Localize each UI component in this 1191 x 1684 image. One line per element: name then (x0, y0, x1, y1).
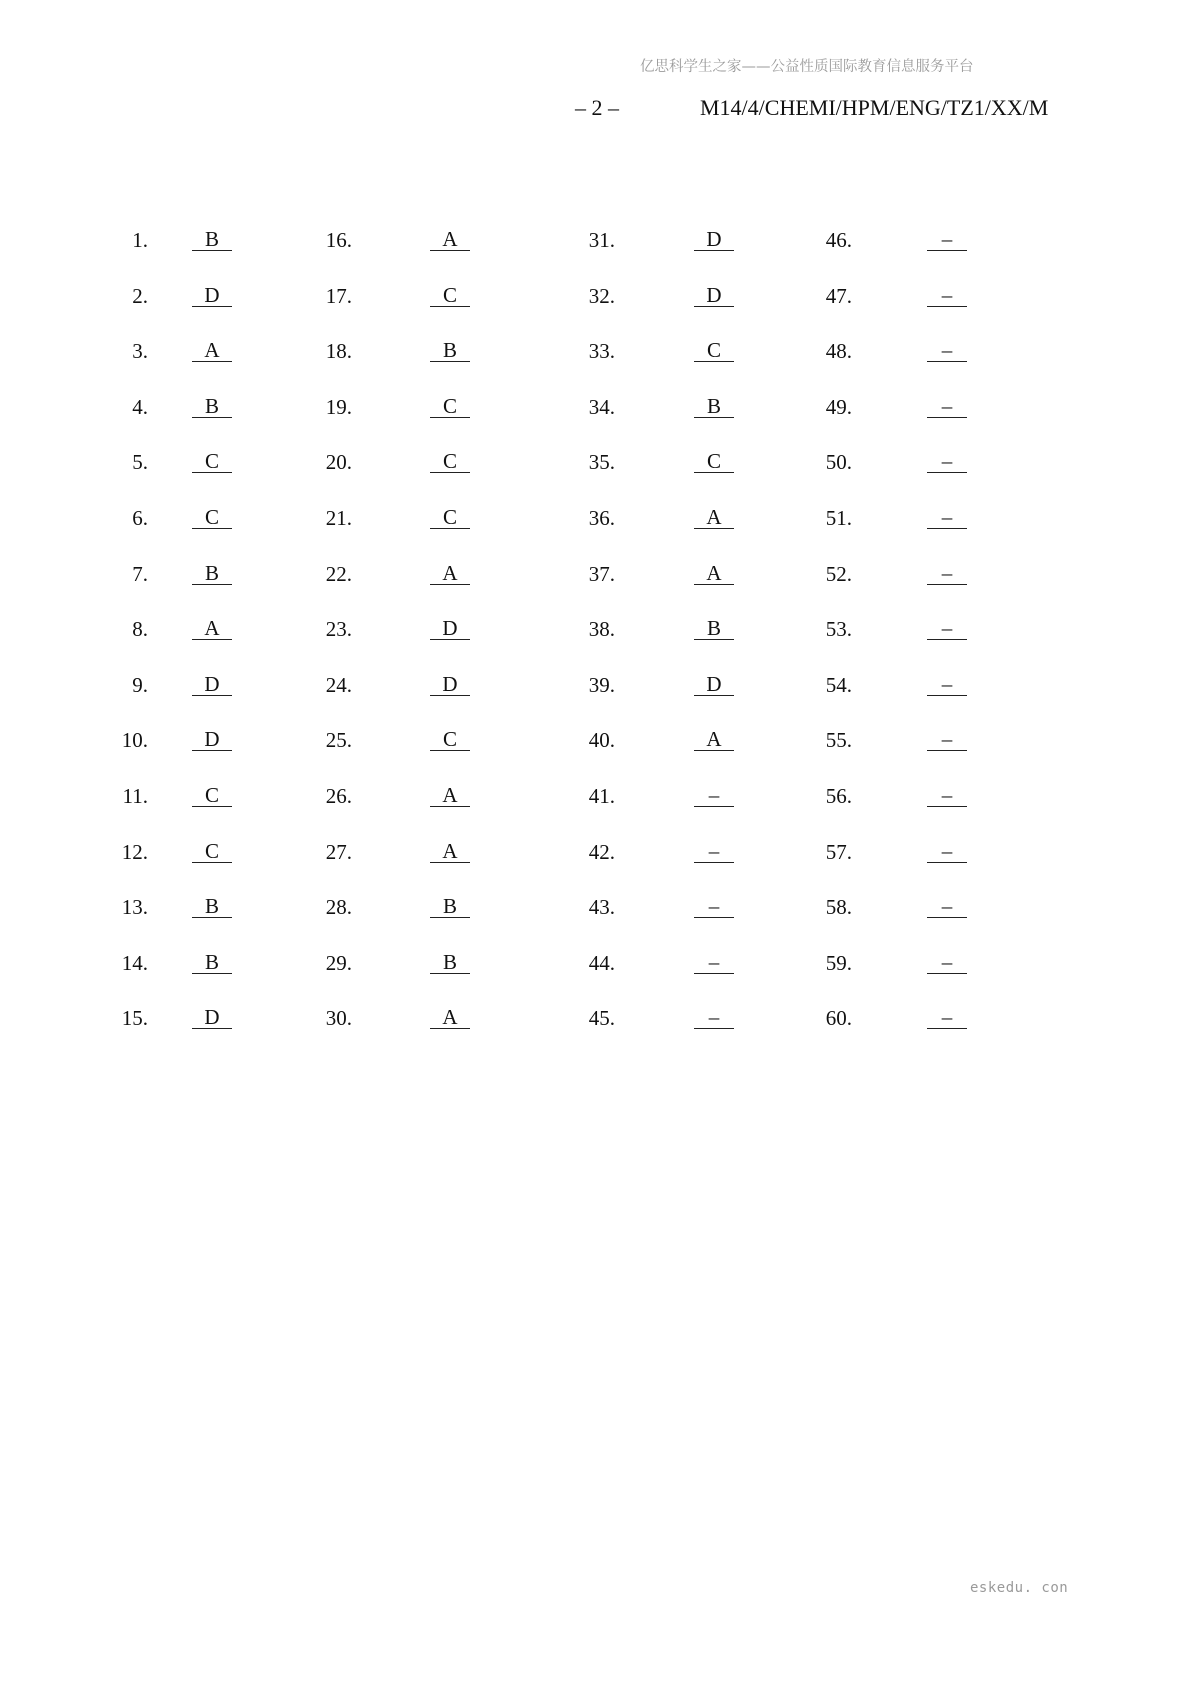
answer-key: C (192, 840, 232, 863)
question-number: 23. (325, 617, 352, 642)
question-number: 29. (325, 950, 352, 975)
answer-key: D (192, 673, 232, 696)
answer-key: B (192, 228, 232, 251)
question-number: 16. (325, 228, 352, 252)
question-number: 22. (325, 561, 352, 586)
answer-key: D (430, 617, 470, 640)
answer-key: – (694, 784, 734, 807)
question-number: 37. (588, 561, 615, 586)
answer-key: B (430, 895, 470, 918)
answer-key: – (927, 895, 967, 918)
question-number: 12. (121, 839, 148, 864)
answer-key: – (694, 951, 734, 974)
answer-key: C (430, 728, 470, 751)
question-number: 24. (325, 672, 352, 697)
answer-key: – (927, 228, 967, 251)
answer-key: – (927, 951, 967, 974)
answer-key: A (430, 562, 470, 585)
answer-key: – (927, 506, 967, 529)
question-number: 32. (588, 283, 615, 308)
question-number: 38. (588, 617, 615, 642)
answer-key: C (430, 506, 470, 529)
question-number: 21. (325, 506, 352, 530)
answer-key: – (927, 562, 967, 585)
answer-key: C (192, 784, 232, 807)
question-number: 40. (588, 728, 615, 753)
question-number: 14. (121, 950, 148, 975)
question-number: 52. (825, 561, 852, 586)
question-number: 31. (588, 228, 615, 252)
answer-key: – (927, 339, 967, 362)
answer-key: A (430, 1006, 470, 1029)
header-watermark: 亿思科学生之家——公益性质国际教育信息服务平台 (640, 59, 974, 75)
answer-key: B (192, 951, 232, 974)
answer-key: – (927, 1006, 967, 1029)
question-number: 51. (825, 506, 852, 530)
question-number: 43. (588, 895, 615, 920)
question-number: 60. (825, 1006, 852, 1031)
answer-key: – (694, 840, 734, 863)
question-number: 28. (325, 895, 352, 920)
answer-key: A (192, 339, 232, 362)
answer-key: – (694, 1006, 734, 1029)
answer-key: B (694, 617, 734, 640)
answer-key: A (694, 506, 734, 529)
question-number: 1. (132, 228, 148, 252)
answer-key: C (694, 339, 734, 362)
answer-key: B (192, 562, 232, 585)
answer-key: D (694, 284, 734, 307)
question-number: 39. (588, 672, 615, 697)
question-number: 48. (825, 339, 852, 364)
question-number: 7. (132, 561, 148, 586)
question-number: 54. (825, 672, 852, 697)
question-number: 10. (121, 728, 148, 753)
answer-key: – (927, 617, 967, 640)
question-number: 18. (325, 339, 352, 364)
answer-key: D (192, 1006, 232, 1029)
answer-key: B (694, 395, 734, 418)
question-number: 47. (825, 283, 852, 308)
question-number: 53. (825, 617, 852, 642)
reference-code: M14/4/CHEMI/HPM/ENG/TZ1/XX/M (700, 95, 1049, 120)
question-number: 3. (132, 339, 148, 364)
question-number: 42. (588, 839, 615, 864)
answer-key: D (694, 228, 734, 251)
answer-key: B (430, 339, 470, 362)
question-number: 6. (132, 506, 148, 530)
footer-watermark: eskedu. con (970, 1580, 1069, 1596)
question-number: 36. (588, 506, 615, 530)
answer-key: B (430, 951, 470, 974)
answer-key: C (430, 284, 470, 307)
question-number: 17. (325, 283, 352, 308)
question-number: 35. (588, 450, 615, 475)
question-number: 34. (588, 394, 615, 419)
question-number: 4. (132, 394, 148, 419)
answer-key: C (192, 450, 232, 473)
question-number: 45. (588, 1006, 615, 1031)
answer-key: B (192, 395, 232, 418)
question-number: 59. (825, 950, 852, 975)
answer-key: D (192, 284, 232, 307)
question-number: 26. (325, 784, 352, 808)
question-number: 5. (132, 450, 148, 475)
question-number: 55. (825, 728, 852, 753)
question-number: 13. (121, 895, 148, 920)
answer-key: C (192, 506, 232, 529)
answer-key: C (430, 395, 470, 418)
question-number: 19. (325, 394, 352, 419)
answer-key: – (927, 784, 967, 807)
answer-key: C (694, 450, 734, 473)
answer-key: D (192, 728, 232, 751)
question-number: 30. (325, 1006, 352, 1031)
answer-key: A (430, 840, 470, 863)
question-number: 44. (588, 950, 615, 975)
answer-key: A (430, 228, 470, 251)
question-number: 49. (825, 394, 852, 419)
question-number: 56. (825, 784, 852, 808)
answer-key: – (927, 284, 967, 307)
question-number: 46. (825, 228, 852, 252)
answer-key: A (694, 562, 734, 585)
question-number: 27. (325, 839, 352, 864)
question-number: 15. (121, 1006, 148, 1031)
question-number: 58. (825, 895, 852, 920)
question-number: 57. (825, 839, 852, 864)
answer-key: D (430, 673, 470, 696)
answer-key: – (927, 840, 967, 863)
answer-key: A (430, 784, 470, 807)
answer-key: – (927, 450, 967, 473)
question-number: 11. (122, 784, 148, 808)
answer-key: – (927, 395, 967, 418)
answer-key: – (694, 895, 734, 918)
answer-key: D (694, 673, 734, 696)
question-number: 33. (588, 339, 615, 364)
page-number: – 2 – (575, 95, 619, 120)
answer-key: – (927, 673, 967, 696)
question-number: 8. (132, 617, 148, 642)
question-number: 50. (825, 450, 852, 475)
question-number: 41. (588, 784, 615, 808)
question-number: 25. (325, 728, 352, 753)
answer-key: – (927, 728, 967, 751)
answer-key: A (192, 617, 232, 640)
answer-key: B (192, 895, 232, 918)
question-number: 9. (132, 672, 148, 697)
answer-key: C (430, 450, 470, 473)
question-number: 20. (325, 450, 352, 475)
answer-key: A (694, 728, 734, 751)
question-number: 2. (132, 283, 148, 308)
